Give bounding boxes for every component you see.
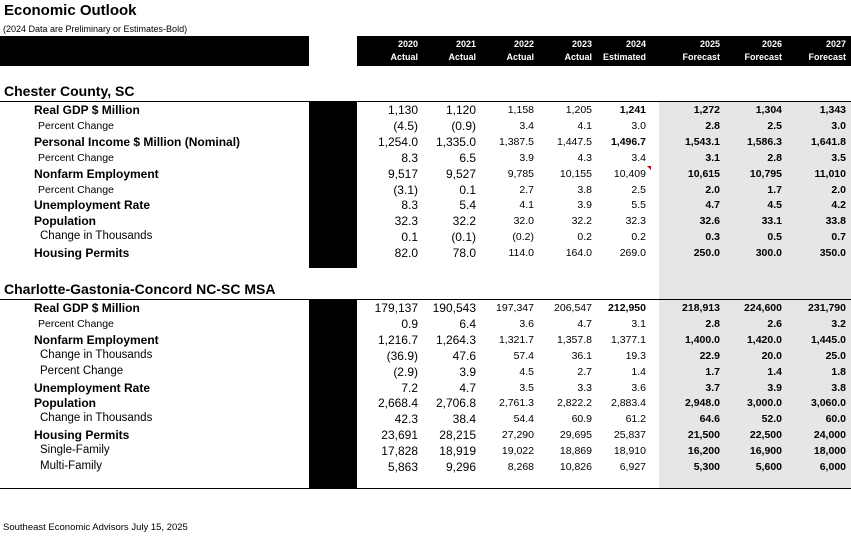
table-cell: 8,268: [507, 461, 534, 473]
table-cell: 32.3: [625, 215, 646, 228]
table-cell: 212,950: [608, 302, 646, 314]
row-label: Real GDP $ Million: [34, 301, 140, 315]
table-row: [0, 317, 851, 333]
table-cell: 3,060.0: [810, 397, 846, 410]
table-row: [0, 103, 851, 119]
table-cell: 4.5: [519, 365, 534, 378]
row-label: Population: [34, 396, 96, 411]
row-label: Nonfarm Employment: [34, 166, 159, 181]
table-cell: 24,000: [813, 429, 846, 442]
year-column-header: [358, 36, 418, 66]
row-label: Real GDP $ Million: [34, 103, 140, 117]
table-cell: 29,695: [559, 429, 592, 442]
table-cell: 4.5: [767, 199, 782, 212]
page-title: Economic Outlook: [4, 2, 137, 19]
table-cell: 60.0: [825, 413, 846, 426]
table-cell: 19.3: [625, 349, 646, 362]
table-cell: 23,691: [381, 428, 418, 443]
table-cell: 3.7: [705, 381, 720, 394]
table-cell: 2.7: [577, 365, 592, 378]
table-cell: 1.4: [631, 365, 646, 378]
table-cell: 4.1: [577, 119, 592, 132]
table-cell: 1,586.3: [746, 135, 782, 148]
table-cell: (3.1): [393, 182, 418, 197]
status-label: Estimated: [602, 52, 646, 62]
year-header: [357, 36, 851, 66]
status-label: Forecast: [808, 52, 846, 62]
table-cell: 22,500: [749, 429, 782, 442]
table-cell: 10,615: [687, 167, 720, 180]
status-label: Forecast: [682, 52, 720, 62]
table-cell: 2,761.3: [498, 397, 534, 410]
table-cell: 2.8: [705, 317, 720, 330]
year-column-header: [722, 36, 782, 66]
row-label: Change in Thousands: [40, 348, 153, 361]
table-row: [0, 151, 851, 167]
year-label: 2024: [625, 39, 646, 49]
table-cell: 54.4: [513, 413, 534, 426]
table-cell: 32.2: [571, 215, 592, 228]
table-cell: 9,527: [445, 166, 476, 181]
table-cell: 0.1: [459, 182, 476, 197]
table-cell: 1,216.7: [377, 332, 418, 347]
table-cell: 3.1: [705, 151, 720, 164]
table-cell: 16,200: [687, 445, 720, 458]
footer-source: Southeast Economic Advisors July 15, 2025: [3, 522, 188, 533]
table-cell: 0.9: [401, 316, 418, 331]
table-cell: 3.2: [831, 317, 846, 330]
row-label: Single-Family: [40, 444, 110, 457]
table-cell: 3.0: [831, 119, 846, 132]
status-label: Actual: [448, 52, 476, 62]
table-cell: 32.6: [699, 215, 720, 228]
table-row: [0, 167, 851, 183]
table-cell: 21,500: [687, 429, 720, 442]
table-cell: 2.5: [631, 183, 646, 196]
table-cell: 7.2: [401, 380, 418, 395]
table-cell: 4.1: [519, 199, 534, 212]
table-cell: 3.0: [631, 119, 646, 132]
table-cell: 18,000: [813, 445, 846, 458]
table-cell: 11,010: [814, 167, 846, 180]
table-row: [0, 230, 851, 246]
table-cell: 1,241: [619, 104, 646, 116]
table-cell: 250.0: [693, 247, 720, 260]
row-label: Multi-Family: [40, 460, 102, 472]
table-cell: (2.9): [393, 364, 418, 379]
table-cell: 9,785: [507, 167, 534, 180]
table-cell: 1,321.7: [498, 333, 534, 346]
table-cell: 1,205: [565, 104, 592, 116]
table-row: [0, 301, 851, 317]
table-cell: 2,883.4: [610, 397, 646, 410]
table-cell: 0.2: [631, 231, 646, 244]
row-label: Unemployment Rate: [34, 380, 151, 395]
table-cell: 0.5: [767, 231, 782, 244]
row-label: Change in Thousands: [40, 412, 153, 425]
table-cell: 1.4: [767, 365, 782, 378]
comment-marker-icon: [647, 166, 651, 170]
table-cell: 3.1: [631, 317, 646, 330]
table-cell: 1,335.0: [435, 134, 476, 149]
table-cell: 38.4: [452, 412, 476, 427]
table-cell: 8.3: [401, 150, 418, 165]
table-cell: 5,600: [755, 461, 782, 473]
year-label: 2026: [761, 39, 782, 49]
row-label: Population: [34, 214, 96, 229]
table-row: [0, 183, 851, 199]
row-label: Housing Permits: [34, 246, 130, 261]
table-cell: 190,543: [432, 301, 476, 315]
table-cell: 33.1: [761, 215, 782, 228]
row-label: Nonfarm Employment: [34, 332, 159, 347]
year-label: 2027: [825, 39, 846, 49]
table-cell: 64.6: [699, 413, 720, 426]
row-label: Percent Change: [40, 364, 124, 377]
table-cell: 27,290: [501, 429, 534, 442]
table-cell: 4.3: [577, 151, 592, 164]
table-cell: 0.1: [401, 230, 418, 245]
table-cell: 197,347: [496, 302, 534, 314]
table-cell: 3.5: [831, 151, 846, 164]
status-label: Actual: [506, 52, 534, 62]
table-cell: 1,641.8: [810, 135, 846, 148]
table-cell: 33.8: [825, 215, 846, 228]
table-cell: 32.3: [394, 214, 418, 229]
table-cell: 47.6: [452, 348, 476, 363]
table-cell: 164.0: [565, 247, 592, 260]
section-title-charlotte: Charlotte-Gastonia-Concord NC-SC MSA: [4, 281, 276, 297]
table-cell: 3.9: [459, 364, 476, 379]
table-cell: 1.7: [767, 183, 782, 196]
year-column-header: [660, 36, 720, 66]
table-cell: 1,445.0: [810, 333, 846, 346]
table-cell: 3.9: [519, 151, 534, 164]
section-title-chester: Chester County, SC: [4, 83, 135, 99]
bottom-rule: [0, 488, 851, 489]
table-cell: 16,900: [749, 445, 782, 458]
table-cell: 1,447.5: [556, 135, 592, 148]
table-cell: 179,137: [374, 301, 418, 315]
table-cell: 1,343: [819, 104, 846, 116]
table-cell: 350.0: [819, 247, 846, 260]
table-cell: 6.5: [459, 150, 476, 165]
table-cell: 52.0: [761, 413, 782, 426]
table-cell: 1,543.1: [684, 135, 720, 148]
table-cell: 4.7: [705, 199, 720, 212]
table-cell: 1,496.7: [610, 135, 646, 148]
year-label: 2025: [699, 39, 720, 49]
row-label: Personal Income $ Million (Nominal): [34, 134, 241, 149]
table-cell: 1.8: [831, 365, 846, 378]
table-row: [0, 135, 851, 151]
table-cell: 231,790: [808, 302, 846, 314]
table-cell: 1,357.8: [556, 333, 592, 346]
table-cell: 1,377.1: [610, 333, 646, 346]
table-cell: 1,254.0: [377, 134, 418, 149]
row-label: Housing Permits: [34, 428, 130, 443]
header-bar: [0, 36, 309, 66]
table-cell: 206,547: [554, 302, 592, 314]
table-cell: 19,022: [501, 445, 534, 458]
table-cell: 2,948.0: [684, 397, 720, 410]
table-cell: 1,158: [507, 104, 534, 116]
table-cell: 3.8: [831, 381, 846, 394]
table-row: [0, 428, 851, 444]
table-cell: 0.7: [831, 231, 846, 244]
table-cell: 78.0: [452, 246, 476, 261]
year-column-header: [786, 36, 846, 66]
table-cell: 3.8: [577, 183, 592, 196]
table-cell: 25.0: [825, 349, 846, 362]
table-cell: 10,826: [559, 461, 592, 473]
table-cell: 4.7: [459, 380, 476, 395]
table-cell: 2.8: [705, 119, 720, 132]
table-cell: 3.6: [631, 381, 646, 394]
table-cell: 9,517: [387, 166, 418, 181]
table-row: [0, 333, 851, 349]
table-cell: 82.0: [394, 246, 418, 261]
year-label: 2023: [571, 39, 592, 49]
table-cell: 5.4: [459, 198, 476, 213]
section-rule: [0, 299, 851, 300]
year-column-header: [586, 36, 646, 66]
table-cell: 6,927: [619, 461, 646, 473]
table-row: [0, 246, 851, 262]
table-row: [0, 349, 851, 365]
table-cell: 1,130: [387, 103, 418, 117]
table-cell: 17,828: [381, 444, 418, 459]
table-cell: 2.0: [705, 183, 720, 196]
table-cell: 1,272: [693, 104, 720, 116]
status-label: Forecast: [744, 52, 782, 62]
status-label: Actual: [390, 52, 418, 62]
table-cell: 114.0: [508, 247, 534, 260]
table-cell: 3.3: [577, 381, 592, 394]
table-row: [0, 365, 851, 381]
table-cell: 61.2: [625, 413, 646, 426]
row-label: Change in Thousands: [40, 230, 153, 243]
table-row: [0, 444, 851, 460]
page-subtitle: (2024 Data are Preliminary or Estimates-Bold): [3, 24, 188, 34]
table-row: [0, 214, 851, 230]
table-row: [0, 396, 851, 412]
table-cell: 3.4: [631, 151, 646, 164]
table-cell: 269.0: [619, 247, 646, 260]
table-cell: 1,387.5: [498, 135, 534, 148]
table-cell: 300.0: [755, 247, 782, 260]
table-cell: 2,706.8: [435, 396, 476, 411]
table-cell: 18,869: [559, 445, 592, 458]
table-cell: 20.0: [761, 349, 782, 362]
table-cell: 9,296: [445, 460, 476, 474]
table-cell: 224,600: [744, 302, 782, 314]
table-cell: 2.5: [767, 119, 782, 132]
table-cell: 3.6: [519, 317, 534, 330]
table-cell: 2.8: [767, 151, 782, 164]
table-cell: 1,264.3: [435, 332, 476, 347]
year-label: 2020: [397, 39, 418, 49]
table-row: [0, 119, 851, 135]
section-rule: [0, 101, 851, 102]
table-cell: 0.3: [705, 231, 720, 244]
table-cell: 6,000: [819, 461, 846, 473]
table-cell: 5,300: [693, 461, 720, 473]
table-cell: 1,420.0: [746, 333, 782, 346]
table-cell: 10,409: [613, 167, 646, 180]
table-cell: 3.9: [577, 199, 592, 212]
table-cell: 2.0: [831, 183, 846, 196]
table-cell: 3.4: [519, 119, 534, 132]
year-column-header: [474, 36, 534, 66]
row-label: Unemployment Rate: [34, 198, 151, 213]
table-cell: 2.7: [519, 183, 534, 196]
year-label: 2021: [455, 39, 476, 49]
table-cell: 10,795: [749, 167, 782, 180]
table-cell: 4.7: [577, 317, 592, 330]
table-cell: 25,837: [613, 429, 646, 442]
table-cell: 28,215: [439, 428, 476, 443]
table-cell: 0.2: [577, 231, 592, 244]
table-cell: 10,155: [559, 167, 592, 180]
table-cell: (0.1): [451, 230, 476, 245]
table-row: [0, 198, 851, 214]
table-cell: 2.6: [767, 317, 782, 330]
row-label: Percent Change: [38, 151, 114, 164]
table-cell: 3.9: [767, 381, 782, 394]
table-cell: 32.0: [513, 215, 534, 228]
table-cell: 1,304: [755, 104, 782, 116]
table-cell: 18,919: [439, 444, 476, 459]
table-cell: 4.2: [831, 199, 846, 212]
table-cell: 5.5: [631, 199, 646, 212]
table-cell: (36.9): [386, 348, 418, 363]
status-label: Actual: [564, 52, 592, 62]
table-cell: 42.3: [394, 412, 418, 427]
table-row: [0, 460, 851, 476]
table-cell: 1.7: [705, 365, 720, 378]
table-cell: 218,913: [682, 302, 720, 314]
table-cell: 5,863: [387, 460, 418, 474]
table-cell: 36.1: [571, 349, 592, 362]
table-cell: (4.5): [393, 118, 418, 133]
table-cell: 57.4: [513, 349, 534, 362]
table-cell: 1,120: [445, 103, 476, 117]
table-row: [0, 381, 851, 397]
table-cell: 3.5: [519, 381, 534, 394]
table-cell: 6.4: [459, 316, 476, 331]
year-column-header: [416, 36, 476, 66]
table-cell: 60.9: [571, 413, 592, 426]
row-label: Percent Change: [38, 119, 114, 132]
table-cell: 3,000.0: [746, 397, 782, 410]
row-label: Percent Change: [38, 183, 114, 196]
table-cell: 32.2: [452, 214, 476, 229]
year-label: 2022: [513, 39, 534, 49]
row-label: Percent Change: [38, 317, 114, 330]
table-cell: (0.2): [512, 231, 534, 244]
table-cell: 8.3: [401, 198, 418, 213]
table-cell: (0.9): [451, 118, 476, 133]
table-cell: 22.9: [699, 349, 720, 362]
table-row: [0, 412, 851, 428]
table-cell: 18,910: [613, 445, 646, 458]
year-column-header: [532, 36, 592, 66]
table-cell: 2,668.4: [377, 396, 418, 411]
table-cell: 2,822.2: [556, 397, 592, 410]
table-cell: 1,400.0: [684, 333, 720, 346]
